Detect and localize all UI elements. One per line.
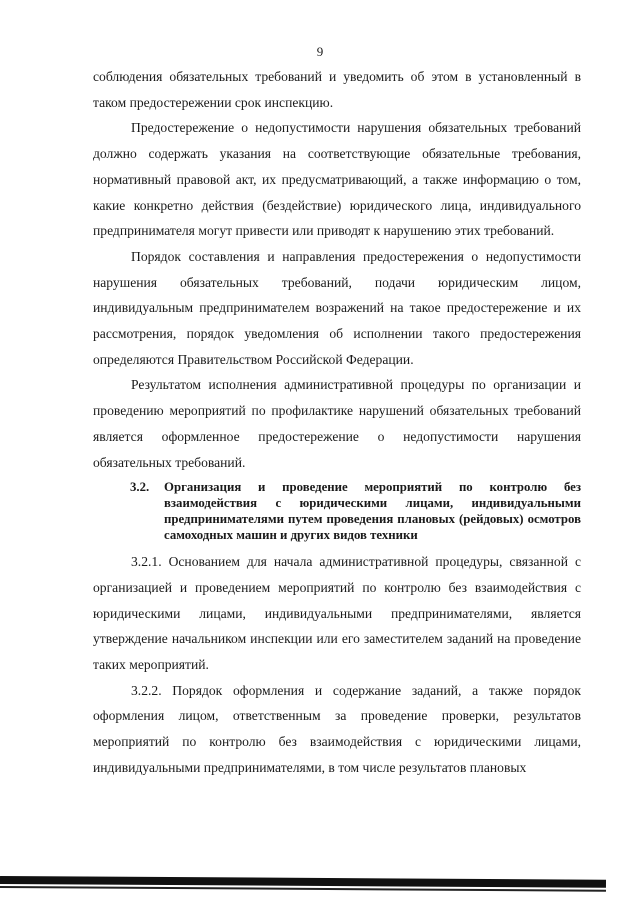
section-number: 3.2. (130, 480, 150, 495)
paragraph-3-2-2: 3.2.2. Порядок оформления и содержание заданий, а также порядок оформления лицом, ответственным за проведение проверки, результатов мероприятий по контролю без взаимодействия с юридическими лицами, индивидуальными предпринимателями, в том числе результатов плановых (93, 682, 581, 775)
section-title: Организация и проведение мероприятий по контролю без взаимодействия с юридическими лицами, индивидуальными предпринимателями путем проведения плановых (рейдовых) осмотров самоходных машин и других видов техники (164, 480, 581, 543)
document-body (93, 64, 581, 781)
scan-bottom-edge (0, 876, 640, 890)
paragraph-warning-procedure: Порядок составления и направления предостережения о недопустимости нарушения обязательных требований, подачи юридическим лицом, индивидуальным предпринимателем возражений на такое предостережение и их рассмотрения, порядок уведомления об исполнении такого предостережения определяются Правительством Российской Федерации. (93, 248, 581, 367)
page-number: 9 (316, 44, 324, 59)
paragraph-3-2-1: 3.2.1. Основанием для начала административной процедуры, связанной с организацией и проведением мероприятий по контролю без взаимодействия с юридическими лицами, индивидуальными предпринимателями, является утверждение начальником инспекции или его заместителем заданий на проведение таких мероприятий. (93, 554, 581, 673)
paragraph-procedure-result: Результатом исполнения административной процедуры по организации и проведению мероприятий по профилактике нарушений обязательных требований является оформленное предостережение о недопустимости нарушения обязательных требований. (93, 377, 581, 470)
paragraph-warning-content: Предостережение о недопустимости нарушения обязательных требований должно содержать указания на соответствующие обязательные требования, нормативный правовой акт, их предусматривающий, а также информацию о том, какие конкретно действия (бездействие) юридического лица, индивидуального предпринимателя могут привести или приводят к нарушению этих требований. (93, 120, 581, 239)
section-heading (93, 479, 581, 543)
paragraph-continuation: соблюдения обязательных требований и уведомить об этом в установленный в таком предостережении срок инспекцию. (93, 69, 581, 110)
